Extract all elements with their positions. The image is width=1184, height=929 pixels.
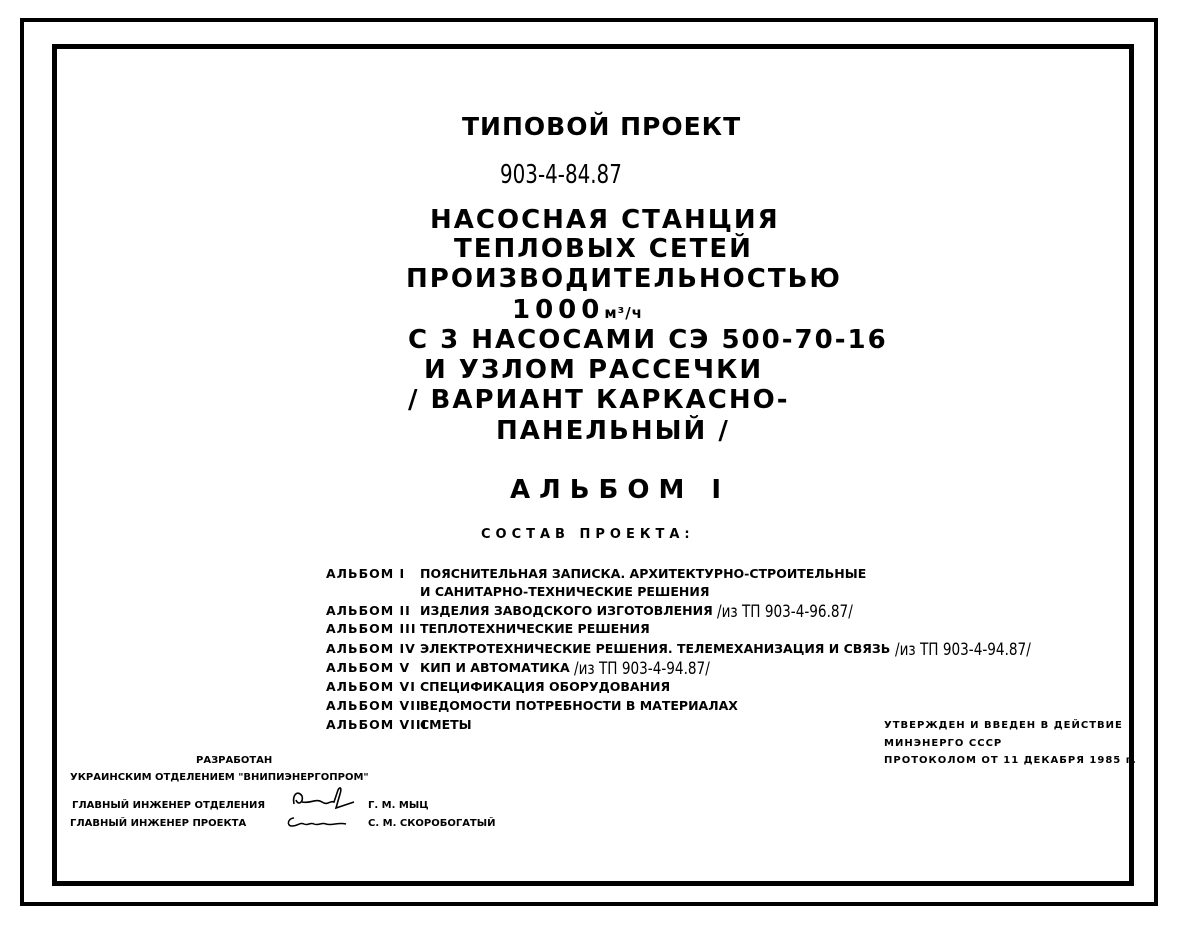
album-description: ПОЯСНИТЕЛЬНАЯ ЗАПИСКА. АРХИТЕКТУРНО-СТРОИТЕЛЬНЫЕ — [420, 566, 867, 581]
title-line-capacity — [512, 295, 643, 325]
title-line-6: И УЗЛОМ РАССЕЧКИ — [424, 355, 764, 385]
album-number: АЛЬБОМ VII — [326, 698, 422, 713]
title-line-1: НАСОСНАЯ СТАНЦИЯ — [430, 205, 780, 235]
title-line-8: ПАНЕЛЬНЫЙ / — [496, 416, 730, 446]
contents-row — [326, 584, 709, 599]
album-number: АЛЬБОМ III — [326, 621, 417, 636]
album-description: КИП И АВТОМАТИКА — [420, 660, 570, 675]
approval-line-2: МИНЭНЕРГО СССР — [884, 738, 1003, 749]
chief-project-engineer-name: С. М. СКОРОБОГАТЫЙ — [368, 818, 496, 829]
album-number: АЛЬБОМ V — [326, 660, 411, 675]
contents-row — [326, 717, 472, 732]
album-number: АЛЬБОМ I — [326, 566, 406, 581]
approval-line-1: УТВЕРЖДЕН И ВВЕДЕН В ДЕЙСТВИЕ — [884, 720, 1123, 731]
contents-row — [326, 602, 887, 622]
contents-row — [326, 621, 650, 636]
album-number: АЛЬБОМ VI — [326, 679, 416, 694]
signature-chief-engineer-department — [288, 782, 358, 816]
title-line-7: / ВАРИАНТ КАРКАСНО- — [408, 385, 790, 415]
series-label: ТИПОВОЙ ПРОЕКТ — [462, 112, 742, 141]
album-description: СМЕТЫ — [420, 717, 472, 732]
album-number: АЛЬБОМ II — [326, 603, 411, 618]
capacity-unit: м³/ч — [604, 304, 643, 322]
album-description: И САНИТАРНО-ТЕХНИЧЕСКИЕ РЕШЕНИЯ — [420, 584, 710, 599]
developer-label: РАЗРАБОТАН — [196, 755, 273, 766]
title-line-5: С 3 НАСОСАМИ СЭ 500-70-16 — [408, 325, 888, 355]
chief-engineer-department-name: Г. М. МЫЦ — [368, 800, 429, 811]
album-number: АЛЬБОМ VIII — [326, 717, 428, 732]
signature-chief-project-engineer — [284, 814, 354, 830]
title-line-2: ТЕПЛОВЫХ СЕТЕЙ — [454, 234, 753, 264]
series-code: 903-4-84.87 — [500, 160, 622, 190]
developer-organization: УКРАИНСКИМ ОТДЕЛЕНИЕМ "ВНИПИЭНЕРГОПРОМ" — [70, 772, 369, 783]
contents-row — [326, 659, 744, 679]
album-title: АЛЬБОМ I — [510, 475, 731, 505]
album-reference: /из ТП 903-4-94.87/ — [574, 659, 710, 679]
album-reference: /из ТП 903-4-96.87/ — [717, 602, 853, 622]
chief-engineer-department-role: ГЛАВНЫЙ ИНЖЕНЕР ОТДЕЛЕНИЯ — [72, 800, 266, 811]
chief-project-engineer-role: ГЛАВНЫЙ ИНЖЕНЕР ПРОЕКТА — [70, 818, 247, 829]
album-description: ТЕПЛОТЕХНИЧЕСКИЕ РЕШЕНИЯ — [420, 621, 650, 636]
album-description: ВЕДОМОСТИ ПОТРЕБНОСТИ В МАТЕРИАЛАХ — [420, 698, 738, 713]
album-description: ЭЛЕКТРОТЕХНИЧЕСКИЕ РЕШЕНИЯ. ТЕЛЕМЕХАНИЗАЦИЯ И СВЯЗЬ — [420, 641, 891, 656]
capacity-value: 1000 — [512, 295, 605, 325]
approval-line-3: ПРОТОКОЛОМ ОТ 11 ДЕКАБРЯ 1985 г. — [884, 755, 1137, 766]
album-description: СПЕЦИФИКАЦИЯ ОБОРУДОВАНИЯ — [420, 679, 671, 694]
album-number: АЛЬБОМ IV — [326, 641, 416, 656]
title-line-3: ПРОИЗВОДИТЕЛЬНОСТЬЮ — [406, 264, 842, 294]
contents-row — [326, 566, 866, 581]
album-description: ИЗДЕЛИЯ ЗАВОДСКОГО ИЗГОТОВЛЕНИЯ — [420, 603, 713, 618]
contents-heading: СОСТАВ ПРОЕКТА: — [481, 527, 695, 542]
contents-row — [326, 679, 670, 694]
contents-row — [326, 698, 738, 713]
contents-row — [326, 640, 1064, 660]
album-reference: /из ТП 903-4-94.87/ — [894, 640, 1031, 660]
